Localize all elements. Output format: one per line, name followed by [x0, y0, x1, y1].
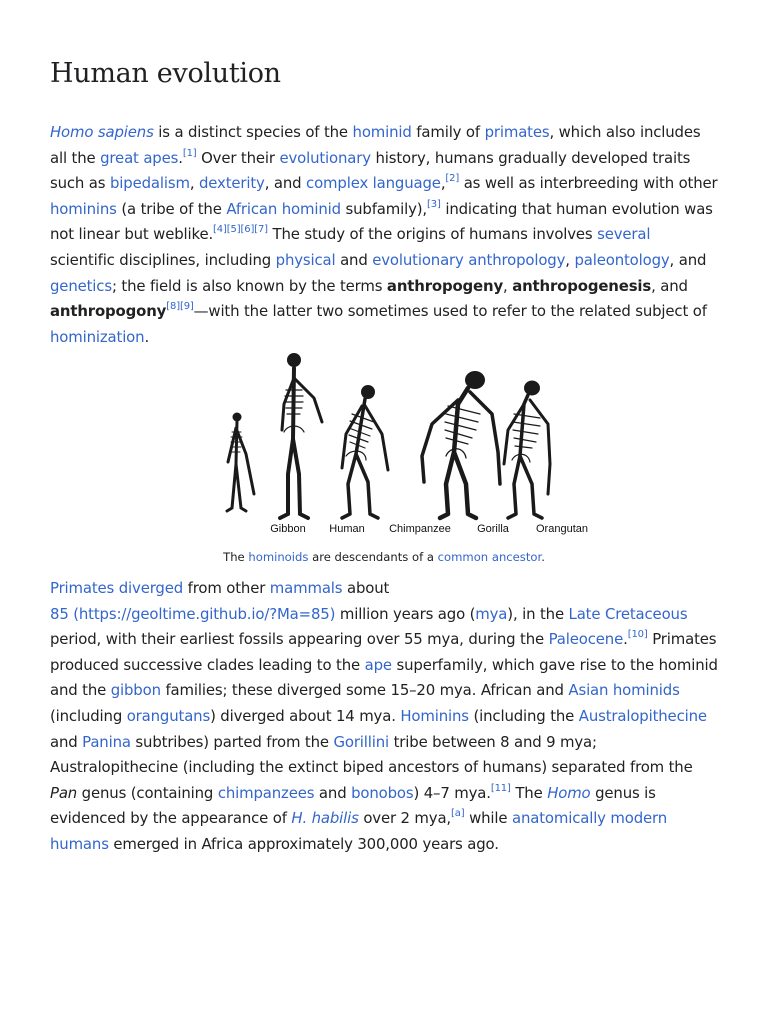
- link-several[interactable]: several: [597, 225, 651, 244]
- link-physical[interactable]: physical: [275, 250, 336, 269]
- link-anatomically-modern-humans[interactable]: anatomically modern humans: [50, 809, 668, 853]
- link-complex-language[interactable]: complex language: [306, 174, 441, 193]
- link-primates-diverged[interactable]: Primates diverged: [50, 579, 184, 597]
- label-gibbon: Gibbon: [270, 523, 306, 535]
- link-homo[interactable]: Homo: [547, 783, 591, 802]
- ref-5[interactable]: [5]: [226, 224, 241, 236]
- ref-10[interactable]: [10]: [627, 629, 648, 641]
- link-orangutans[interactable]: orangutans: [126, 706, 211, 725]
- page-title: Human evolution: [50, 58, 281, 89]
- link-paleocene[interactable]: Paleocene: [548, 630, 624, 649]
- hominoid-skeletons-figure[interactable]: [210, 344, 588, 540]
- ref-8[interactable]: [8]: [166, 301, 180, 313]
- link-primates[interactable]: primates: [484, 123, 550, 141]
- term-pan: Pan: [50, 783, 78, 802]
- ref-2[interactable]: [2]: [445, 173, 460, 185]
- link-chimpanzees[interactable]: chimpanzees: [217, 783, 315, 802]
- skeletons-illustration: [210, 344, 588, 540]
- term-anthropogony: anthropogony: [50, 302, 167, 321]
- link-h-habilis[interactable]: H. habilis: [291, 809, 359, 828]
- ref-11[interactable]: [11]: [490, 782, 511, 794]
- link-gorillini[interactable]: Gorillini: [333, 732, 390, 751]
- ref-6[interactable]: [6]: [240, 224, 255, 236]
- link-mammals[interactable]: mammals: [269, 579, 343, 597]
- link-ape[interactable]: ape: [364, 655, 392, 674]
- label-gorilla: Gorilla: [477, 523, 509, 535]
- link-evolutionary-anthropology[interactable]: evolutionary anthropology: [372, 250, 566, 269]
- link-dexterity[interactable]: dexterity: [198, 174, 265, 193]
- link-geotime-85[interactable]: 85 (https://geoltime.github.io/?Ma=85): [50, 604, 336, 623]
- primates-paragraph: Primates diverged from other mammals about 85 (https://geoltime.github.io/?Ma=85) million years ago (mya), in the Late Cretaceous period, with their earliest fossils appearing over 55 mya, during the Paleocene.[10] Primates produced successive clades leading to the ape superfamily, which gave rise to the hominid and the gibbon families; these diverged some 15–20 mya. African and Asian hominids (including orangutans) diverged about 14 mya. Hominins (including the Australopithecine and Panina subtribes) parted from the Gorillini tribe between 8 and 9 mya; Australopithecine (including the extinct biped ancestors of humans) separated from the Pan genus (containing chimpanzees and bonobos) 4–7 mya.[11] The Homo genus is evidenced by the appearance of H. habilis over 2 mya,[a] while anatomically modern humans emerged in Africa approximately 300,000 years ago.: [50, 579, 718, 853]
- link-common-ancestor[interactable]: common ancestor: [437, 550, 542, 564]
- ref-1[interactable]: [1]: [182, 147, 197, 159]
- link-panina[interactable]: Panina: [82, 732, 131, 751]
- ref-4[interactable]: [4]: [213, 224, 227, 236]
- term-anthropogeny: anthropogeny: [386, 276, 504, 295]
- note-a[interactable]: [a]: [451, 808, 465, 820]
- link-bonobos[interactable]: bonobos: [351, 783, 414, 802]
- link-gibbon[interactable]: gibbon: [110, 681, 161, 700]
- link-hominins[interactable]: hominins: [50, 199, 117, 218]
- ref-7[interactable]: [7]: [254, 224, 268, 236]
- label-chimpanzee: Chimpanzee: [389, 523, 451, 535]
- link-hominization[interactable]: hominization: [50, 327, 145, 346]
- link-hominid[interactable]: hominid: [352, 123, 412, 141]
- ref-9[interactable]: [9]: [179, 301, 194, 313]
- term-anthropogenesis: anthropogenesis: [512, 276, 652, 295]
- link-mya[interactable]: mya: [475, 604, 508, 623]
- link-great-apes[interactable]: great apes: [100, 148, 179, 167]
- link-hominoids[interactable]: hominoids: [248, 550, 309, 564]
- link-homo-sapiens[interactable]: Homo sapiens: [50, 123, 154, 141]
- link-genetics[interactable]: genetics: [50, 276, 112, 295]
- link-late-cretaceous[interactable]: Late Cretaceous: [568, 604, 688, 623]
- link-hominins-2[interactable]: Hominins: [400, 706, 469, 725]
- label-human: Human: [329, 523, 365, 535]
- link-australopithecine[interactable]: Australopithecine: [578, 706, 707, 725]
- link-evolutionary[interactable]: evolutionary: [279, 148, 371, 167]
- link-paleontology[interactable]: paleontology: [574, 250, 670, 269]
- ref-3[interactable]: [3]: [427, 198, 441, 210]
- intro-paragraph: Homo sapiens is a distinct species of the hominid family of primates, which also includes all the great apes.[1] Over their evolutionary history, humans gradually developed traits such as bipedalism, dexterity, and complex language,[2] as well as interbreeding with other hominins (a tribe of the African hominid subfamily),[3] indicating that human evolution was not linear but weblike.[4][5][6][7] The study of the origins of humans involves several scientific disciplines, including physical and evolutionary anthropology, paleontology, and genetics; the field is also known by the terms anthropogeny, anthropogenesis, and anthropogony[8][9]—with the latter two sometimes used to refer to the related subject of hominization.: [50, 123, 718, 346]
- link-african-hominid[interactable]: African hominid: [226, 199, 341, 218]
- label-orangutan: Orangutan: [536, 523, 588, 535]
- figure-caption: The hominoids are descendants of a common ancestor.: [223, 550, 545, 564]
- link-asian-hominids[interactable]: Asian hominids: [568, 681, 680, 700]
- link-bipedalism[interactable]: bipedalism: [109, 174, 190, 193]
